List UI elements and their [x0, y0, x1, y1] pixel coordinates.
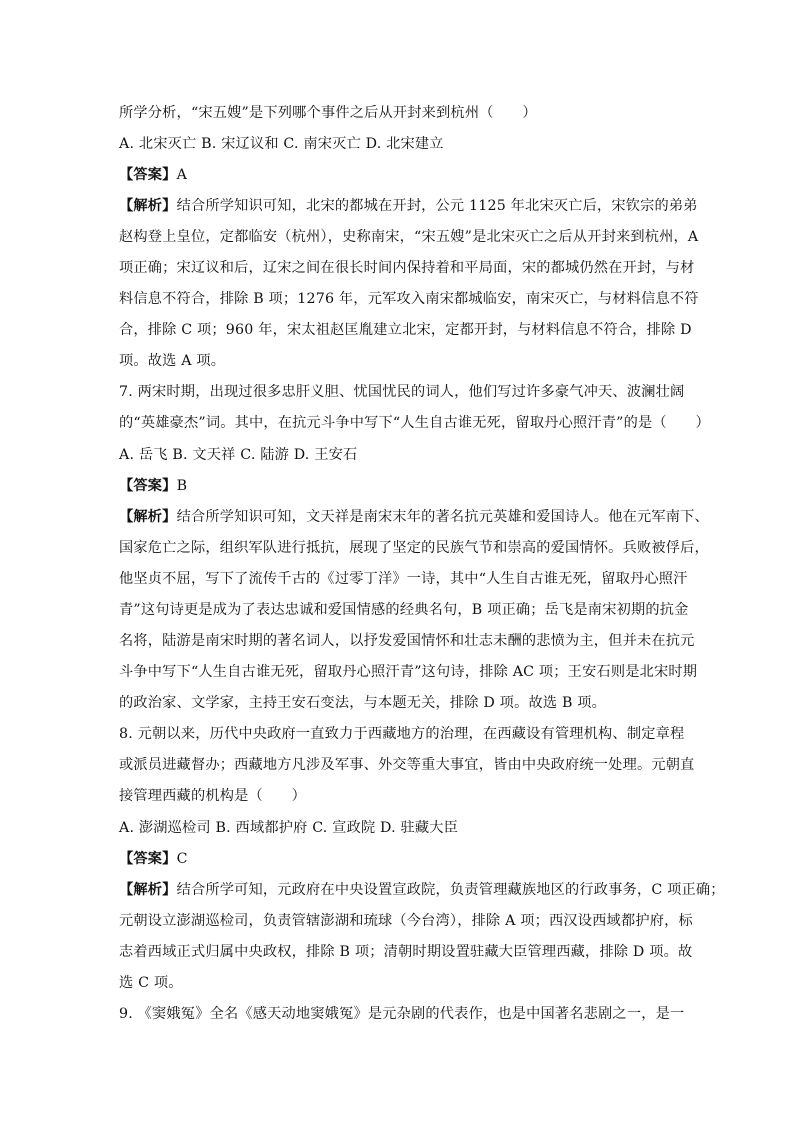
text-line: [119, 630, 695, 650]
text-line: [119, 785, 306, 805]
line-text: 合，排除 C 项；960 年，宋太祖赵匡胤建立北宋，定都开封，与材料信息不符合，排除 D: [119, 322, 692, 338]
line-text: A. 岳飞 B. 文天祥 C. 陆游 D. 王安石: [119, 447, 358, 463]
line-text: 元朝设立澎湖巡检司，负责管辖澎湖和琉球（今台湾），排除 A 项；西汉设西域都护府，标: [119, 913, 693, 929]
text-line: [119, 1003, 684, 1023]
line-text: 结合所学知识可知，北宋的都城在开封，公元 1125 年北宋灭亡后，宋钦宗的弟弟: [176, 198, 698, 214]
text-line: [119, 972, 183, 992]
text-line: [119, 444, 357, 464]
line-text: 结合所学可知，元政府在中央设置宣政院，负责管理藏族地区的行政事务，C 项正确；: [176, 882, 725, 898]
line-text: 斗争中写下“人生自古谁无死，留取丹心照汗青”这句诗，排除 AC 项；王安石则是北宋时期: [119, 664, 698, 680]
text-line: [119, 257, 695, 277]
line-text: 9. 《窦娥冤》全名《感天动地窦娥冤》是元杂剧的代表作，也是中国著名悲剧之一，是一: [119, 1006, 685, 1022]
section-label: 【答案】: [119, 167, 177, 183]
line-text: A. 北宋灭亡 B. 宋辽议和 C. 南宋灭亡 D. 北宋建立: [119, 136, 444, 152]
text-line: [119, 164, 187, 184]
text-line: [119, 102, 537, 122]
text-line: [119, 537, 709, 557]
line-text: 所学分析，“宋五嫂”是下列哪个事件之后从开封来到杭州（ ）: [119, 105, 537, 121]
text-line: [119, 226, 698, 246]
line-text: 志着西域正式归属中央政权，排除 B 项；清朝时期设置驻藏大臣管理西藏，排除 D 项。故: [119, 944, 693, 960]
text-line: [119, 133, 444, 153]
text-line: [119, 350, 225, 370]
text-line: [119, 661, 697, 681]
line-text: 料信息不符合，排除 B 项；1276 年，元军攻入南宋都城临安，南宋灭亡，与材料信息不符: [119, 291, 699, 307]
text-line: [119, 381, 684, 401]
text-line: [119, 506, 709, 526]
text-line: [119, 692, 606, 712]
text-line: [119, 910, 693, 930]
line-text: 赵构登上皇位，定都临安（杭州），史称南宋，“宋五嫂”是北宋灭亡之后从开封来到杭州，A: [119, 229, 699, 245]
section-label: 【解析】: [119, 198, 177, 214]
text-line: [119, 848, 188, 868]
line-text: 青”这句诗更是成为了表达忠诚和爱国情感的经典名句，B 项正确；岳飞是南宋初期的抗金: [119, 602, 689, 618]
section-label: 【答案】: [119, 851, 177, 867]
text-line: [119, 475, 187, 495]
line-text: 7. 两宋时期，出现过很多忠肝义胆、忧国忧民的词人，他们写过许多豪气冲天、波澜壮阔: [119, 384, 685, 400]
line-text: 8. 元朝以来，历代中央政府一直致力于西藏地方的治理，在西藏设有管理机构、制定章程: [119, 726, 685, 742]
text-line: [119, 568, 688, 588]
text-line: [119, 288, 699, 308]
text-line: [119, 195, 698, 215]
text-line: [119, 319, 692, 339]
line-text: A: [176, 167, 188, 183]
text-line: [119, 412, 710, 432]
text-line: [119, 941, 692, 961]
section-label: 【解析】: [119, 509, 177, 525]
line-text: 结合所学知识可知，文天祥是南宋末年的著名抗元英雄和爱国诗人。他在元军南下、: [176, 509, 709, 525]
line-text: C: [176, 851, 188, 867]
line-text: 他坚贞不屈，写下了流传千古的《过零丁洋》一诗，其中“人生自古谁无死，留取丹心照汗: [119, 571, 688, 587]
text-line: [119, 879, 725, 899]
line-text: 接管理西藏的机构是（ ）: [119, 788, 307, 804]
section-label: 【解析】: [119, 882, 177, 898]
text-line: [119, 754, 695, 774]
line-text: 国家危亡之际，组织军队进行抵抗，展现了坚定的民族气节和崇高的爱国情怀。兵败被俘后，: [119, 540, 709, 556]
line-text: 或派员进藏督办；西藏地方凡涉及军事、外交等重大事宜，皆由中央政府统一处理。元朝直: [119, 757, 695, 773]
line-text: A. 澎湖巡检司 B. 西域都护府 C. 宣政院 D. 驻藏大臣: [119, 820, 459, 836]
text-line: [119, 723, 684, 743]
line-text: 的政治家、文学家，主持王安石变法，与本题无关，排除 D 项。故选 B 项。: [119, 695, 607, 711]
section-label: 【答案】: [119, 478, 177, 494]
line-text: 的“英雄豪杰”词。其中，在抗元斗争中写下“人生自古谁无死，留取丹心照汗青”的是（ ）: [119, 415, 710, 431]
text-line: [119, 599, 689, 619]
line-text: 名将，陆游是南宋时期的著名词人，以抒发爱国情怀和壮志未酬的悲愤为主，但并未在抗元: [119, 633, 695, 649]
line-text: 项。故选 A 项。: [119, 353, 226, 369]
text-line: [119, 817, 458, 837]
line-text: B: [176, 478, 188, 494]
line-text: 项正确；宋辽议和后，辽宋之间在很长时间内保持着和平局面，宋的都城仍然在开封，与材: [119, 260, 695, 276]
line-text: 选 C 项。: [119, 975, 183, 991]
